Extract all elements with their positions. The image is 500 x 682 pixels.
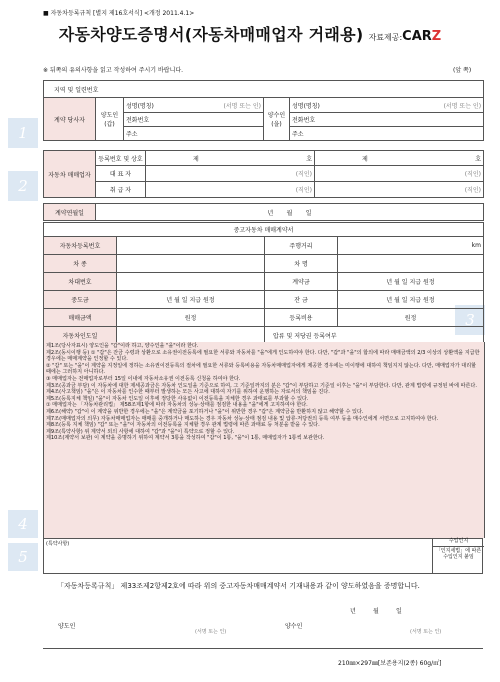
- sale-price-field[interactable]: 원정: [117, 309, 265, 327]
- term-12: 제9조(특약사항) 위 계약서 외의 사항에 대하여 "갑"과 "을"이 특약으로 정할 수 있다.: [46, 428, 235, 435]
- transferor-address-field[interactable]: 주소: [124, 127, 264, 141]
- term-10: 제7조(매매업자의 의무) 자동차매매업자는 매매를 중개하거나 매도하는 경우 자동차 성능·상태 점검 내용 및 압류·저당권의 등록 여부 등을 매수인에게 서면으로 고지하여야 한다.: [46, 415, 439, 422]
- parties-table: [43, 80, 484, 141]
- form-title: [0, 22, 500, 45]
- vin-label: 차대번호: [44, 273, 117, 291]
- representative-label: 대 표 자: [96, 166, 146, 182]
- rep-seal-field-2[interactable]: (직인): [315, 166, 484, 182]
- transferee-sign-label: 양수인: [285, 623, 303, 630]
- transferor-label: 양도인(갑): [96, 98, 124, 141]
- interim-field[interactable]: 년 월 일 지급 원정: [117, 291, 265, 309]
- dealer-regno-field-2[interactable]: 제 호: [315, 151, 484, 166]
- side-number-2: 2: [8, 171, 38, 201]
- car-type-field[interactable]: [117, 255, 265, 273]
- brand-logo: CARZ: [402, 29, 442, 44]
- rule-note: ■ 자동차등록규칙 [별지 제16호서식] <개정 2011.4.1>: [43, 10, 195, 17]
- rep-seal-field-1[interactable]: (직인): [146, 166, 315, 182]
- transferee-label: 양수인(을): [264, 98, 290, 141]
- deposit-field[interactable]: 년 월 일 지급 원정: [338, 273, 484, 291]
- term-13: 제10조(계약서 보관) 이 계약을 증명하기 위하여 계약서 3통을 작성하여 "갑"이 1통, "을"이 1통, 매매업자가 1통씩 보관한다.: [46, 435, 325, 442]
- side-number-1: 1: [8, 118, 38, 148]
- reg-fee-field[interactable]: 원정: [338, 309, 484, 327]
- side-number-3: 3: [455, 305, 485, 335]
- deposit-label: 계약금: [265, 273, 338, 291]
- transferee-address-field[interactable]: 주소: [290, 127, 484, 141]
- transferee-name-field[interactable]: 성명(명칭) (서명 또는 인): [290, 98, 484, 113]
- term-1: 제1조(당사자표시) 양도인을 "갑"이라 하고, 양수인을 "을"이라 한다.: [46, 343, 199, 349]
- term-11: 제8조(등록 지체 책임) "갑" 또는 "을"이 자동차의 이전등록을 지체할 경우 관계 법령에 따른 과태료 등 처분을 받을 수 있다.: [46, 422, 320, 429]
- vehicle-regno-label: 자동차등록번호: [44, 237, 117, 255]
- car-type-label: 차 종: [44, 255, 117, 273]
- transferee-phone-field[interactable]: 전화번호: [290, 113, 484, 127]
- stamp-title: 수입인지: [433, 538, 484, 547]
- term-5: 제3조(공과금 부담) 이 자동차에 대한 제세공과금은 자동차 인도일을 기준으로 하여, 그 기준일까지의 분은 "갑"이 부담하고 기준일 이후는 "을"이 부담한다. 다만, 관계 법령에 규정된 바에 따른다.: [46, 382, 477, 389]
- handler-label: 취 급 자: [96, 182, 146, 198]
- special-terms-label: (특약사항): [46, 541, 70, 547]
- contract-date-table: [43, 203, 484, 221]
- car-model-field[interactable]: [338, 255, 484, 273]
- vehicle-regno-field[interactable]: [117, 237, 265, 255]
- handler-seal-field-2[interactable]: (직인): [315, 182, 484, 198]
- seizure-mortgage-label: 압류 및 저당권 등록여부: [265, 327, 484, 345]
- transferor-name-field[interactable]: 성명(명칭) (서명 또는 인): [124, 98, 264, 113]
- paper-spec: 210㎜×297㎜[보존용지(2종) 60g/㎡]: [338, 660, 442, 667]
- page-side-mark: (앞 쪽): [453, 67, 472, 74]
- transferor-sign-label: 양도인: [58, 623, 76, 630]
- region-serial-cell[interactable]: 지역 및 일련번호: [44, 81, 484, 98]
- transferee-sign-field[interactable]: (서명 또는 인): [410, 629, 442, 635]
- dealer-label: 자동차 매매업자: [44, 151, 96, 198]
- instruction-text: ※ 뒤쪽의 유의사항을 읽고 작성하여 주시기 바랍니다.: [43, 67, 184, 74]
- vin-field[interactable]: [117, 273, 265, 291]
- regno-name-label: 등록번호 및 상호: [96, 151, 146, 166]
- dealer-regno-field-1[interactable]: 제 호: [146, 151, 315, 166]
- title-text: 자동차양도증명서(자동차매매업자 거래용): [58, 25, 364, 44]
- interim-label: 중도금: [44, 291, 117, 309]
- term-9: 제6조(해약) "갑"이 이 계약을 위반한 경우에는 "을"은 계약금을 포기하거나 "을"이 위반한 경우 "갑"은 계약금을 반환하지 않고 해약할 수 있다.: [46, 408, 364, 415]
- contract-date-label: 계약연월일: [44, 204, 96, 221]
- source-label: 자료제공:: [368, 33, 403, 42]
- car-model-label: 차 명: [265, 255, 338, 273]
- term-7: 제5조(등록지체 책임) "을"이 자동차 인도일 이후에 정당한 사유없이 이전등록을 지체한 경우 과태료를 부과할 수 있다.: [46, 395, 309, 402]
- side-number-5: 5: [8, 543, 38, 571]
- term-8: ① 매매업자는 「자동차관리법」 제58조제1항에 따라 자동차의 성능·상태를 점검한 내용을 "을"에게 고지하여야 한다.: [46, 402, 308, 409]
- sales-contract-table: [43, 222, 484, 345]
- contract-terms: [43, 342, 483, 537]
- term-4: ③ 매매업자는 전매업자로부터 15일 이내에 자동차소유권 이전등록 신청을 하여야 한다.: [46, 375, 241, 382]
- reg-fee-label: 등록비용: [265, 309, 338, 327]
- term-3: ② "갑" 또는 "을"이 계약을 지정일에 정하는 소유권이전등록의 절차에 필요한 서류와 등록비용을 자동차매매업자에게 제공한 경우에는 미이행에 대하여 책임지지 않는다. 다만, 매매업자가 대리할 때에는 그러하지 아니하다.: [46, 362, 477, 376]
- contract-parties-label: 계약 당사자: [44, 98, 96, 141]
- term-2: 제2조(동시이행 등) ① "갑"은 잔금 수령과 상환으로 소유권이전등록에 필요한 서류와 자동차를 "을"에게 인도하여야 한다. 다만, "갑"과 "을"의 합의에 따라 매매금액의 2/3 이상의 상환액을 지급한 경우에는 매매계약을 인정할 수 있다.: [46, 349, 480, 363]
- side-number-4: 4: [8, 510, 38, 538]
- certification-statement: 「자동차등록규칙」 제33조제2항제2호에 따라 위의 중고자동차매매계약서 기재내용과 같이 양도하였음을 증명합니다.: [57, 582, 420, 590]
- cert-date[interactable]: 년 월 일: [350, 608, 402, 615]
- footer-divider: [43, 648, 483, 649]
- delivery-date-label: 자동차인도일: [44, 327, 117, 345]
- transferor-sign-field[interactable]: (서명 또는 인): [195, 629, 227, 635]
- handler-seal-field-1[interactable]: (직인): [146, 182, 315, 198]
- special-terms-box[interactable]: [43, 538, 483, 574]
- stamp-text: 「인지세법」에 따른 수입인지 붙임: [435, 548, 482, 560]
- transferor-phone-field[interactable]: 전화번호: [124, 113, 264, 127]
- mileage-field[interactable]: km: [338, 237, 484, 255]
- dealer-table: [43, 150, 484, 198]
- revenue-stamp-box: [432, 538, 484, 573]
- mileage-label: 주행거리: [265, 237, 338, 255]
- contract-title: 중고자동차 매매계약서: [44, 223, 484, 237]
- balance-field[interactable]: 년 월 일 지급 원정: [338, 291, 484, 309]
- contract-date-field[interactable]: 년 월 일: [96, 204, 484, 221]
- sale-price-label: 매매금액: [44, 309, 117, 327]
- term-6: 제4조(사고책임) "을"은 이 자동차를 인수한 때부터 발생하는 모든 사고에 대하여 자기를 위하여 운행하는 자로서의 책임을 진다.: [46, 389, 330, 396]
- balance-label: 잔 금: [265, 291, 338, 309]
